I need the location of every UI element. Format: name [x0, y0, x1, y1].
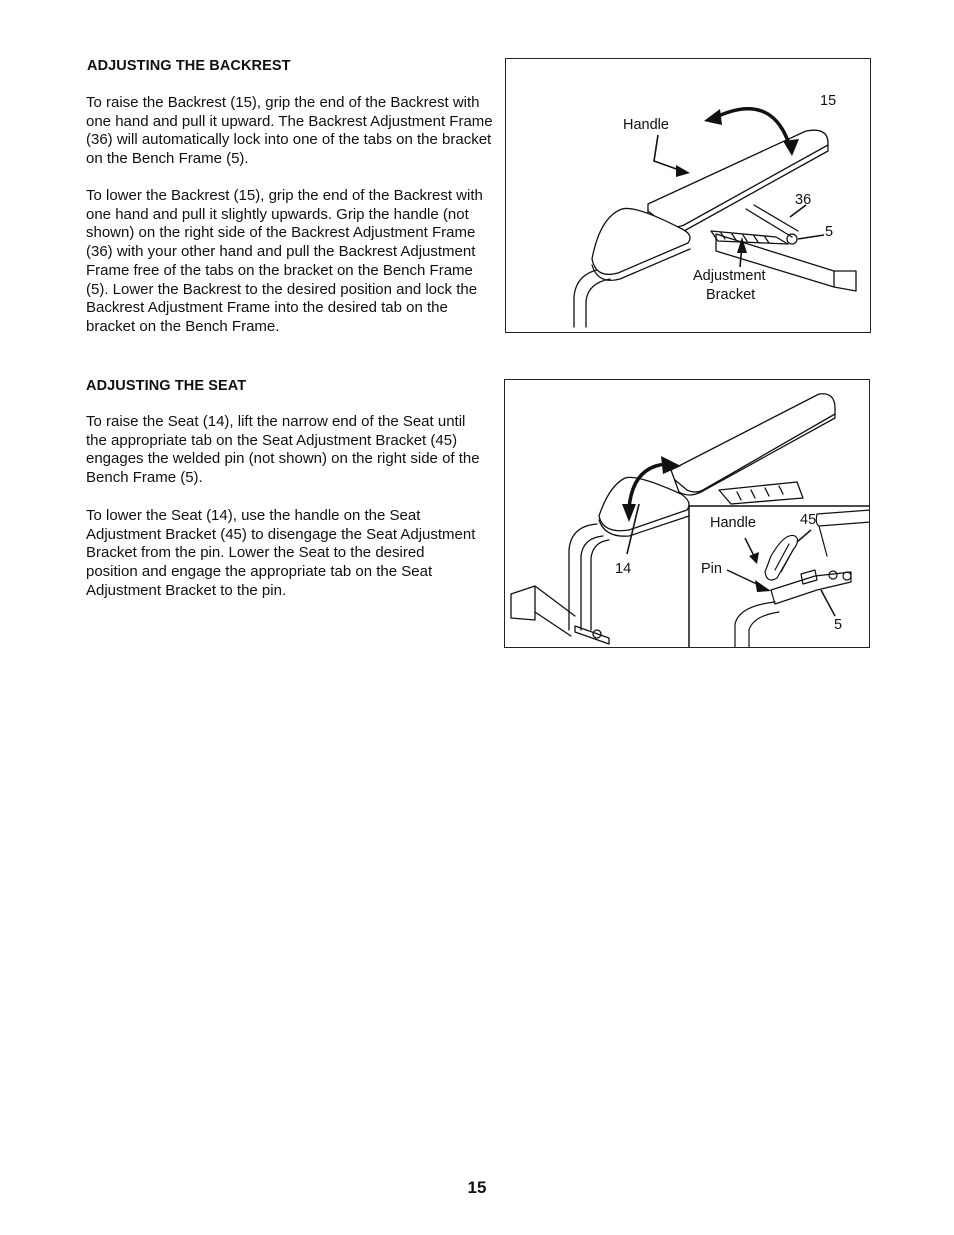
seat-pad-14 — [599, 477, 689, 530]
handle-leader — [654, 135, 682, 171]
label-inset-handle: Handle — [710, 515, 756, 531]
label-handle: Handle — [623, 117, 669, 133]
seat-paragraph-2: To lower the Seat (14), use the handle on the Seat Adjustment Bracket (45) to disengage the Seat Adjustment Bracket from the pin. Lower the Seat to the desired position and engage the appropriate tab on the Seat Adjustment Bracket to the pin. — [86, 507, 476, 599]
front-tube-top — [511, 586, 575, 616]
label-pin: Pin — [701, 561, 722, 577]
label-bracket: Bracket — [706, 287, 756, 303]
seat-bracket — [719, 482, 803, 504]
seat-heading: ADJUSTING THE SEAT — [86, 378, 247, 394]
seat-illustration — [505, 380, 870, 648]
front-leg-outer — [574, 269, 602, 327]
seat-bracket-tabs — [737, 486, 783, 500]
arrow-head-left — [704, 109, 722, 125]
seat-figure — [504, 379, 870, 648]
page-number: 15 — [467, 1178, 487, 1197]
seat-leg-back — [591, 540, 609, 630]
seat-paragraph-1: To raise the Seat (14), lift the narrow end of the Seat until the appropriate tab on the Seat Adjustment Bracket (45) engages the welded pin (not shown) on the right side of the Bench Frame (5). — [86, 413, 480, 487]
backrest-pad — [648, 130, 828, 233]
backrest-figure — [505, 58, 871, 333]
backrest-paragraph-1: To raise the Backrest (15), grip the end of the Backrest with one hand and pull it upward. The Backrest Adjustment Frame (36) will automatically lock into one of the tabs on the bracket on the Bench Frame (5). — [86, 94, 493, 168]
label-adjustment: Adjustment — [693, 268, 766, 284]
backrest-frame-36 — [746, 205, 798, 237]
label-14: 14 — [615, 561, 632, 577]
front-tube-bottom — [535, 612, 571, 636]
label-45: 45 — [800, 512, 817, 528]
seat-leg-inner — [581, 536, 603, 630]
raise-arrow — [712, 109, 790, 147]
rear-tube-cap — [834, 271, 856, 291]
handle-arrow-head — [676, 165, 690, 177]
label-15: 15 — [820, 93, 837, 109]
knob-part-5 — [787, 234, 797, 244]
backrest-heading: ADJUSTING THE BACKREST — [87, 58, 291, 74]
leader-5 — [798, 235, 824, 239]
inset-detail — [689, 506, 870, 648]
label-inset-5: 5 — [834, 617, 843, 633]
backrest-illustration — [506, 59, 871, 333]
seat-figure-backrest — [671, 394, 835, 495]
foot-plate — [575, 626, 609, 644]
front-leg-inner — [586, 279, 610, 327]
label-5: 5 — [825, 224, 834, 240]
adjustment-bracket-shape — [711, 231, 788, 244]
backrest-paragraph-2: To lower the Backrest (15), grip the end of the Backrest with one hand and pull it slightly upwards. Grip the handle (not shown) on the right side of the Backrest Adjustment Frame (36) with your other hand and pull the Backrest Adjustment Frame free of the tabs on the bracket on the Bench Frame (5). Lower the Backrest to the desired position and lock the Backrest Adjustment Frame into the desired tab on the bracket on the Bench Frame. — [86, 187, 483, 335]
label-36: 36 — [795, 192, 812, 208]
front-tube-cap — [511, 586, 535, 620]
